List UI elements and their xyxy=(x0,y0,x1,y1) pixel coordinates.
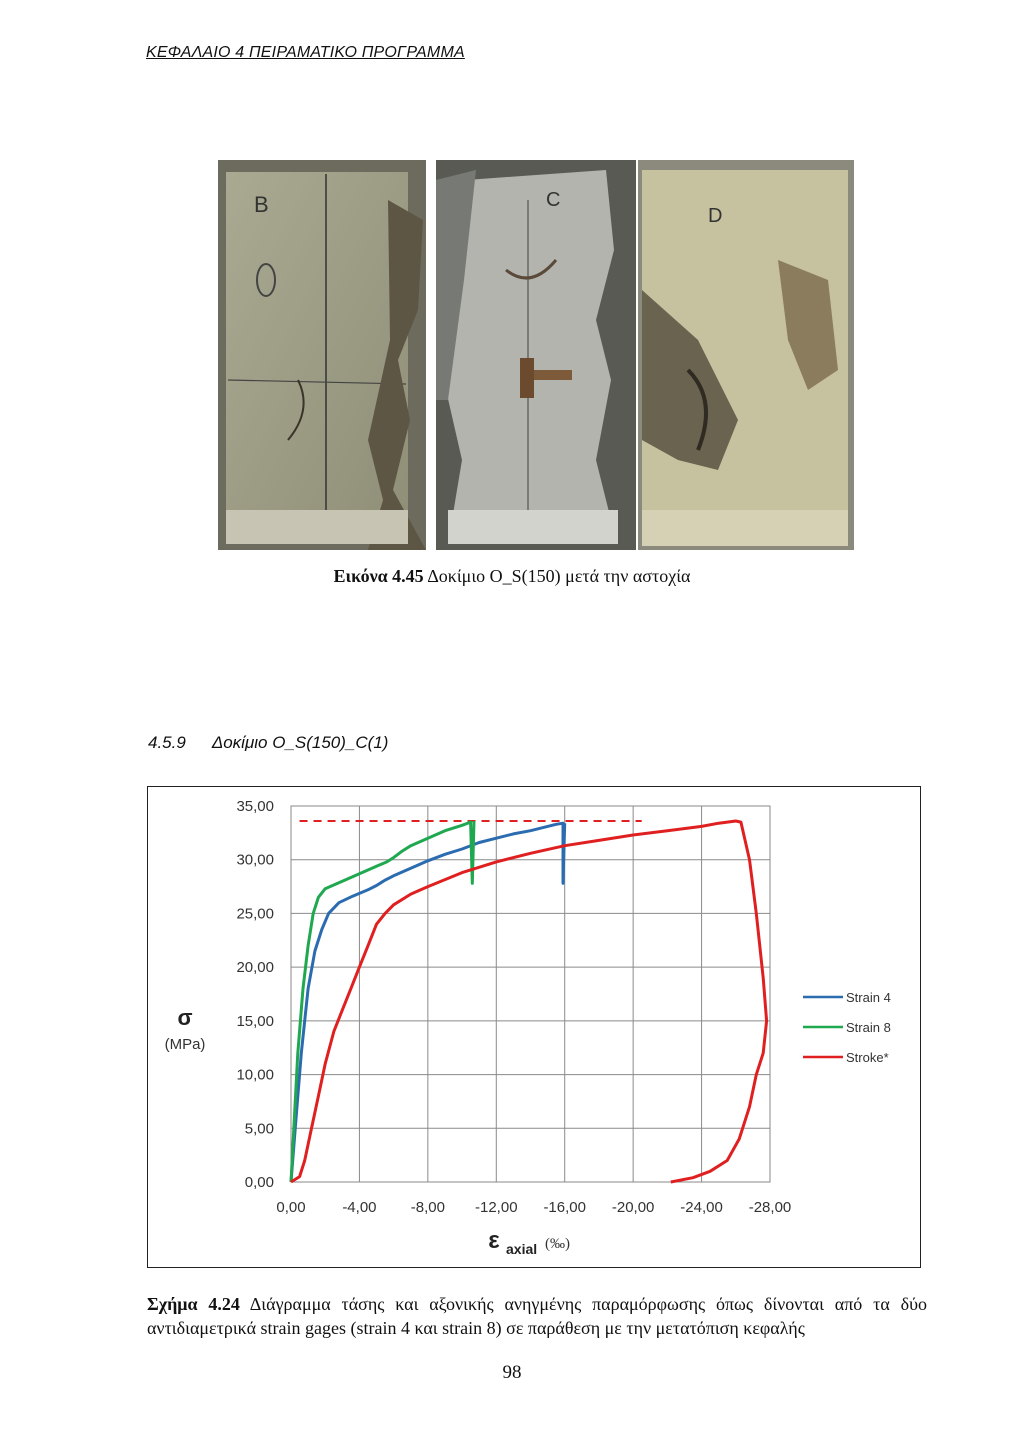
photo-caption xyxy=(0,566,1024,587)
y-tick-label: 25,00 xyxy=(236,905,274,923)
y-tick-label: 30,00 xyxy=(236,851,274,869)
figure-caption-label: Σχήμα 4.24 xyxy=(147,1294,240,1314)
y-axis-unit: (MPa) xyxy=(164,1036,206,1053)
photo-caption-text: Δοκίμιο O_S(150) μετά την αστοχία xyxy=(423,566,691,586)
y-tick-label: 20,00 xyxy=(236,959,274,977)
photo-caption-label: Εικόνα 4.45 xyxy=(333,566,424,586)
figure-caption-text1: Διάγραμμα τάσης και αξονικής ανηγμένης παραμόρφωσης όπως δίνονται από τα δύο xyxy=(239,1294,928,1314)
y-tick-label: 35,00 xyxy=(236,798,274,815)
y-axis-symbol: σ xyxy=(177,1005,193,1030)
x-axis-symbol: ε xyxy=(488,1227,500,1254)
specimen-photos xyxy=(218,160,854,550)
x-tick-label: -8,00 xyxy=(410,1199,445,1216)
legend-label: Strain 4 xyxy=(846,990,891,1005)
y-tick-label: 10,00 xyxy=(236,1066,274,1084)
page-number: 98 xyxy=(502,1362,522,1383)
x-axis-unit: (‰) xyxy=(545,1236,570,1252)
chapter-header: ΚΕΦΑΛΑΙΟ 4 ΠΕΙΡΑΜΑΤΙΚΟ ΠΡΟΓΡΑΜΜΑ xyxy=(146,44,465,61)
section-title: Δοκίμιο O_S(150)_C(1) xyxy=(211,733,389,752)
specimen-label-c: C xyxy=(546,189,561,211)
figure-caption xyxy=(147,1292,927,1340)
x-axis-subscript: axial xyxy=(506,1241,538,1257)
y-tick-label: 15,00 xyxy=(236,1012,274,1030)
y-tick-label: 0,00 xyxy=(244,1174,274,1191)
section-number: 4.5.9 xyxy=(148,733,186,752)
specimen-label-b: B xyxy=(254,192,269,217)
legend-label: Stroke* xyxy=(846,1050,889,1065)
figure-caption-line1 xyxy=(147,1292,927,1316)
x-tick-label: -28,00 xyxy=(748,1199,792,1216)
chart-svg xyxy=(148,787,922,1269)
y-tick-label: 5,00 xyxy=(244,1120,274,1138)
plot-area xyxy=(291,806,770,1182)
x-tick-label: -24,00 xyxy=(680,1199,723,1216)
x-tick-label: -12,00 xyxy=(475,1199,518,1216)
section-heading xyxy=(148,733,388,753)
specimen-label-d: D xyxy=(708,205,723,227)
figure-caption-line2: αντιδιαμετρικά strain gages (strain 4 και strain 8) σε παράθεση με την μετατόπιση κεφαλής xyxy=(147,1318,805,1338)
specimen-photo-d xyxy=(638,160,854,550)
specimen-photo-b xyxy=(218,160,426,550)
x-tick-label: 0,00 xyxy=(276,1199,306,1216)
specimen-photo-c xyxy=(436,160,636,550)
stress-strain-chart xyxy=(147,786,921,1268)
x-tick-label: -16,00 xyxy=(543,1199,586,1216)
legend-label: Strain 8 xyxy=(846,1020,891,1035)
x-tick-label: -4,00 xyxy=(342,1199,377,1216)
x-tick-label: -20,00 xyxy=(611,1199,655,1216)
